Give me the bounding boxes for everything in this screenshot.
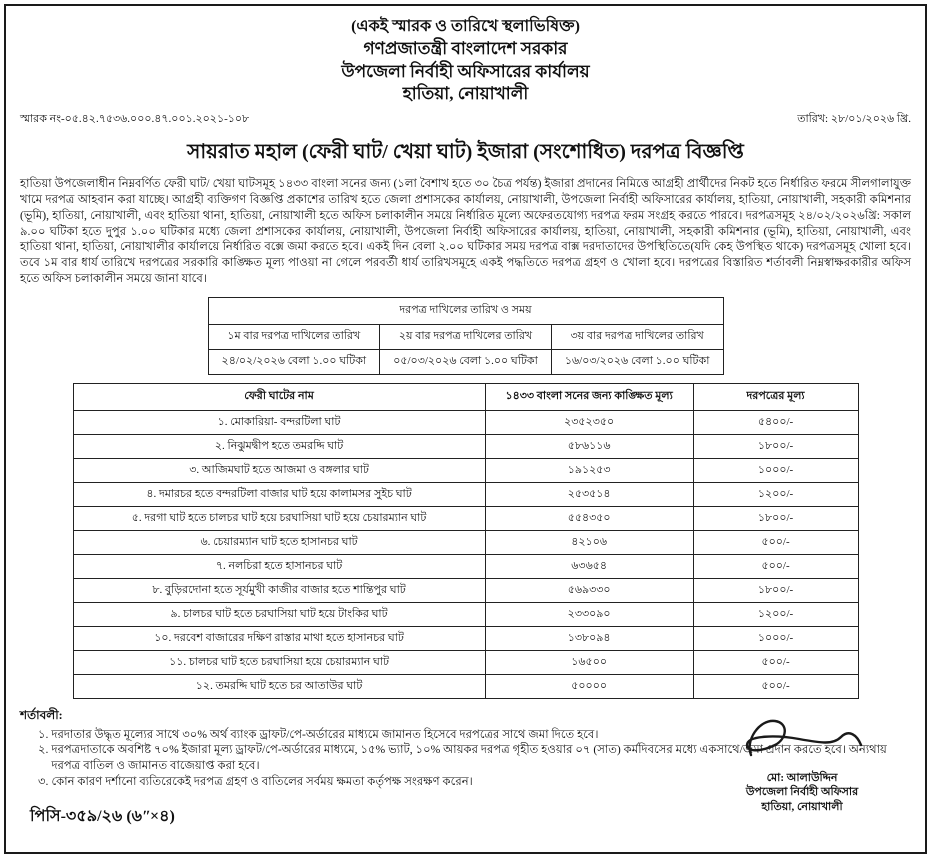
notice-page bbox=[4, 4, 927, 854]
expected-value: ১৯১২৫৩ bbox=[485, 458, 693, 482]
ghat-name: ২. নিঝুমদ্বীপ হতে তমরদ্দি ঘাট bbox=[73, 434, 485, 458]
table-row bbox=[208, 349, 723, 374]
tender-price: ১২০০/- bbox=[693, 482, 858, 506]
column-header: ২য় বার দরপত্র দাখিলের তারিখ bbox=[380, 324, 552, 349]
signatory-name: মো: আলাউদ্দিন bbox=[766, 772, 838, 785]
ghat-name: ৬. চেয়ারম্যান ঘাট হতে হাসানচর ঘাট bbox=[73, 530, 485, 554]
press-copy-note: পিসি-৩৫৯/২৬ (৬ʺ×৪) bbox=[30, 808, 175, 825]
table-row bbox=[73, 674, 858, 698]
tender-price: ১০০০/- bbox=[693, 458, 858, 482]
column-header: ১ম বার দরপত্র দাখিলের তারিখ bbox=[208, 324, 380, 349]
issue-date: তারিখ: ২৮/০১/২০২৬ খ্রি. bbox=[797, 113, 911, 126]
tender-price: ৫০০/- bbox=[693, 674, 858, 698]
table-row bbox=[208, 324, 723, 349]
tender-price: ১২০০/- bbox=[693, 602, 858, 626]
condition-number: ১. bbox=[38, 727, 49, 741]
signatory-office: হাতিয়া, নোয়াখালী bbox=[761, 800, 843, 813]
table-row bbox=[73, 650, 858, 674]
table-row bbox=[208, 297, 723, 324]
expected-value: ৫৫৪৩৫০ bbox=[485, 506, 693, 530]
memo-date-row bbox=[20, 110, 911, 129]
table-row bbox=[73, 434, 858, 458]
column-header: ৩য় বার দরপত্র দাখিলের তারিখ bbox=[551, 324, 723, 349]
condition-text: কোন কারণ দর্শানো ব্যতিরেকেই দরপত্র গ্রহণ ও বাতিলের সর্বময় ক্ষমতা কর্তৃপক্ষ সংরক্ষণ করেন। bbox=[51, 774, 473, 788]
expected-value: ৫০০০০ bbox=[485, 674, 693, 698]
expected-value: ১৬৫০০ bbox=[485, 650, 693, 674]
ghat-name: ৪. দমারচর হতে বন্দরটিলা বাজার ঘাট হয়ে কালামসর সুইচ ঘাট bbox=[73, 482, 485, 506]
column-header: দরপত্রের মূল্য bbox=[693, 383, 858, 410]
table-row bbox=[73, 602, 858, 626]
expected-value: ১৩৮০৯৪ bbox=[485, 626, 693, 650]
tender-price: ৫০০/- bbox=[693, 554, 858, 578]
tender-price: ৫৪০০/- bbox=[693, 410, 858, 434]
signatory-designation: উপজেলা নির্বাহী অফিসার bbox=[745, 786, 859, 799]
table-row bbox=[73, 626, 858, 650]
ghat-name: ৫. দরগা ঘাট হতে চালচর ঘাট হয়ে চরঘাসিয়া ঘাট হয়ে চেয়ারম্যান ঘাট bbox=[73, 506, 485, 530]
table-cell: ২৪/০২/২০২৬ বেলা ১.০০ ঘটিকা bbox=[208, 349, 380, 374]
govt-name: গণপ্রজাতন্ত্রী বাংলাদেশ সরকার bbox=[363, 38, 568, 58]
ghat-name: ৮. বুড়িরদোনা হতে সূর্যমুখী কাজীর বাজার হতে শান্তিপুর ঘাট bbox=[73, 578, 485, 602]
tender-price: ১০০০/- bbox=[693, 626, 858, 650]
ghat-name: ১২. তমরদ্দি ঘাট হতে চর আতাউর ঘাট bbox=[73, 674, 485, 698]
condition-text: দরদাতার উদ্ধৃত মূল্যের সাথে ৩০% অর্থ ব্যাংক ড্রাফট/পে-অর্ডারের মাধ্যমে জামানত হিসেবে দরপত্রের সাথে জমা দিতে হবে। bbox=[51, 727, 599, 741]
table-row bbox=[73, 410, 858, 434]
column-header: ফেরী ঘাটের নাম bbox=[73, 383, 485, 410]
ghat-name: ১. মোকারিয়া- বন্দরটিলা ঘাট bbox=[73, 410, 485, 434]
memo-number: স্মারক নং-০৫.৪২.৭৫৩৬.০০০.৪৭.০০১.২০২১-১০৮ bbox=[20, 113, 250, 126]
column-header: ১৪৩৩ বাংলা সনের জন্য কাঙ্ক্ষিত মূল্য bbox=[485, 383, 693, 410]
expected-value: ২৩৩০৯০ bbox=[485, 602, 693, 626]
ghat-name: ৯. চালচর ঘাট হতে চরঘাসিয়া ঘাট হয়ে টাংকির ঘাট bbox=[73, 602, 485, 626]
expected-value: ৫৬৯৩৩০ bbox=[485, 578, 693, 602]
ghat-name: ১০. দরবেশ বাজারের দক্ষিণ রাস্তার মাথা হতে হাসানচর ঘাট bbox=[73, 626, 485, 650]
table-row bbox=[73, 482, 858, 506]
expected-value: ৪২১০৬ bbox=[485, 530, 693, 554]
ghat-name: ১১. চালচর ঘাট হতে চরঘাসিয়া হয়ে চেয়ারম্যান ঘাট bbox=[73, 650, 485, 674]
notice-body: হাতিয়া উপজেলাধীন নিম্নবর্ণিত ফেরী ঘাট/ খেয়া ঘাটসমূহ ১৪৩৩ বাংলা সনের জন্য (১লা বৈশাখ হতে ৩০ চৈত্র পর্যন্ত) ইজারা প্রদানের নিমিত্তে আগ্রহী প্রার্থীদের নিকট হতে নির্ধারিত ফরমে সীলগালাযুক্ত খামে দরপত্র আহবান করা যাচ্ছে। আগ্রহী ব্যক্তিগণ বিজ্ঞপ্তি প্রকাশের তারিখ হতে জেলা প্রশাসকের কার্যালয়, নোয়াখালী, উপজেলা নির্বাহী অফিসারের কার্যালয়, হাতিয়া, নোয়াখালী, সহকারী কমিশনার (ভূমি), হাতিয়া, নোয়াখালী, এবং হাতিয়া থানা, হাতিয়া, নোয়াখালী হতে অফিস চলাকালীন সময়ে নির্ধারিত মূল্যে অফেরতযোগ্য দরপত্র ফরম সংগ্রহ করতে পারবে। দরপত্রসমূহ ২৪/০২/২০২৬খ্রি: সকাল ৯.০০ ঘটিকা হতে দুপুর ১.০০ ঘটিকার মধ্যে জেলা প্রশাসকের কার্যালয়, নোয়াখালী, উপজেলা নির্বাহী অফিসারের কার্যালয়, হাতিয়া, নোয়াখালী, সহকারী কমিশনার (ভূমি), হাতিয়া, নোয়াখালী, এবং হাতিয়া থানা, হাতিয়া, নোয়াখালীর কার্যালয়ে নির্ধারিত বক্সে জমা করতে হবে। একই দিন বেলা ২.০০ ঘটিকার সময় দরপত্র বাক্স দরদাতাদের উপস্থিতিতে(যদি কেহ উপস্থিত থাকে) দরপত্রসমূহ খোলা হবে। তবে ১ম বার ধার্য তারিখে দরপত্রের সরকারি কাঙ্ক্ষিত মূল্য পাওয়া না গেলে পরবর্তী ধার্য তারিখসমূহে একই পদ্ধতিতে দরপত্র গ্রহণ ও খোলা হবে। দরপত্রের বিস্তারিত শর্তাবলী নিম্নস্বাক্ষরকারীর অফিস হতে অফিস চলাকালীন সময়ে জানা যাবে। bbox=[20, 177, 911, 285]
tender-price: ১৮০০/- bbox=[693, 506, 858, 530]
condition-text: দরপত্রদাতাকে অবশিষ্ট ৭০% ইজারা মূল্য ড্রাফট/পে-অর্ডারের মাধ্যমে, ১৫% ভ্যাট, ১০% আয়কর দরপত্র গৃহীত হওয়ার ০৭ (সাত) কর্মদিবসের মধ্যে একসাথে/জমা প্রদান করতে হবে। অন্যথায় দরপত্র বাতিল ও জামানত বাজেয়াপ্ত করা হবে। bbox=[51, 743, 887, 773]
tender-price: ১৮০০/- bbox=[693, 578, 858, 602]
table-cell: ১৬/০৩/২০২৬ বেলা ১.০০ ঘটিকা bbox=[551, 349, 723, 374]
ghat-name: ৩. আজিমঘাট হতে আজমা ও বঙ্গলার ঘাট bbox=[73, 458, 485, 482]
signature-image bbox=[737, 711, 867, 773]
ghat-price-table bbox=[73, 383, 859, 699]
table-header-row bbox=[73, 383, 858, 410]
submission-schedule-table bbox=[208, 297, 724, 375]
tender-price: ৫০০/- bbox=[693, 650, 858, 674]
table-row bbox=[73, 506, 858, 530]
notice-title: সায়রাত মহাল (ফেরী ঘাট/ খেয়া ঘাট) ইজারা (সংশোধিত) দরপত্র বিজ্ঞপ্তি bbox=[187, 141, 744, 164]
table-row bbox=[73, 554, 858, 578]
expected-value: ২৫৩৫১৪ bbox=[485, 482, 693, 506]
expected-value: ২৩৫২৩৫০ bbox=[485, 410, 693, 434]
table-row bbox=[73, 458, 858, 482]
expected-value: ৫৮৬১১৬ bbox=[485, 434, 693, 458]
conditions-heading: শর্তাবলী: bbox=[20, 707, 63, 722]
letterhead bbox=[20, 16, 911, 106]
tender-price: ৫০০/- bbox=[693, 530, 858, 554]
table-cell: ০৫/০৩/২০২৬ বেলা ১.০০ ঘটিকা bbox=[380, 349, 552, 374]
letterhead-note: (একই স্মারক ও তারিখে স্থলাভিষিক্ত) bbox=[351, 18, 580, 35]
condition-number: ২. bbox=[38, 743, 49, 757]
signature-block bbox=[707, 711, 897, 814]
table-row bbox=[73, 530, 858, 554]
schedule-caption: দরপত্র দাখিলের তারিখ ও সময় bbox=[208, 297, 723, 324]
table-row bbox=[73, 578, 858, 602]
condition-number: ৩. bbox=[38, 774, 49, 788]
expected-value: ৬৩৬৫৪ bbox=[485, 554, 693, 578]
office-location: হাতিয়া, নোয়াখালী bbox=[402, 84, 529, 104]
ghat-name: ৭. নলচিরা হতে হাসানচর ঘাট bbox=[73, 554, 485, 578]
office-name: উপজেলা নির্বাহী অফিসারের কার্যালয় bbox=[341, 61, 590, 81]
tender-price: ১৮০০/- bbox=[693, 434, 858, 458]
